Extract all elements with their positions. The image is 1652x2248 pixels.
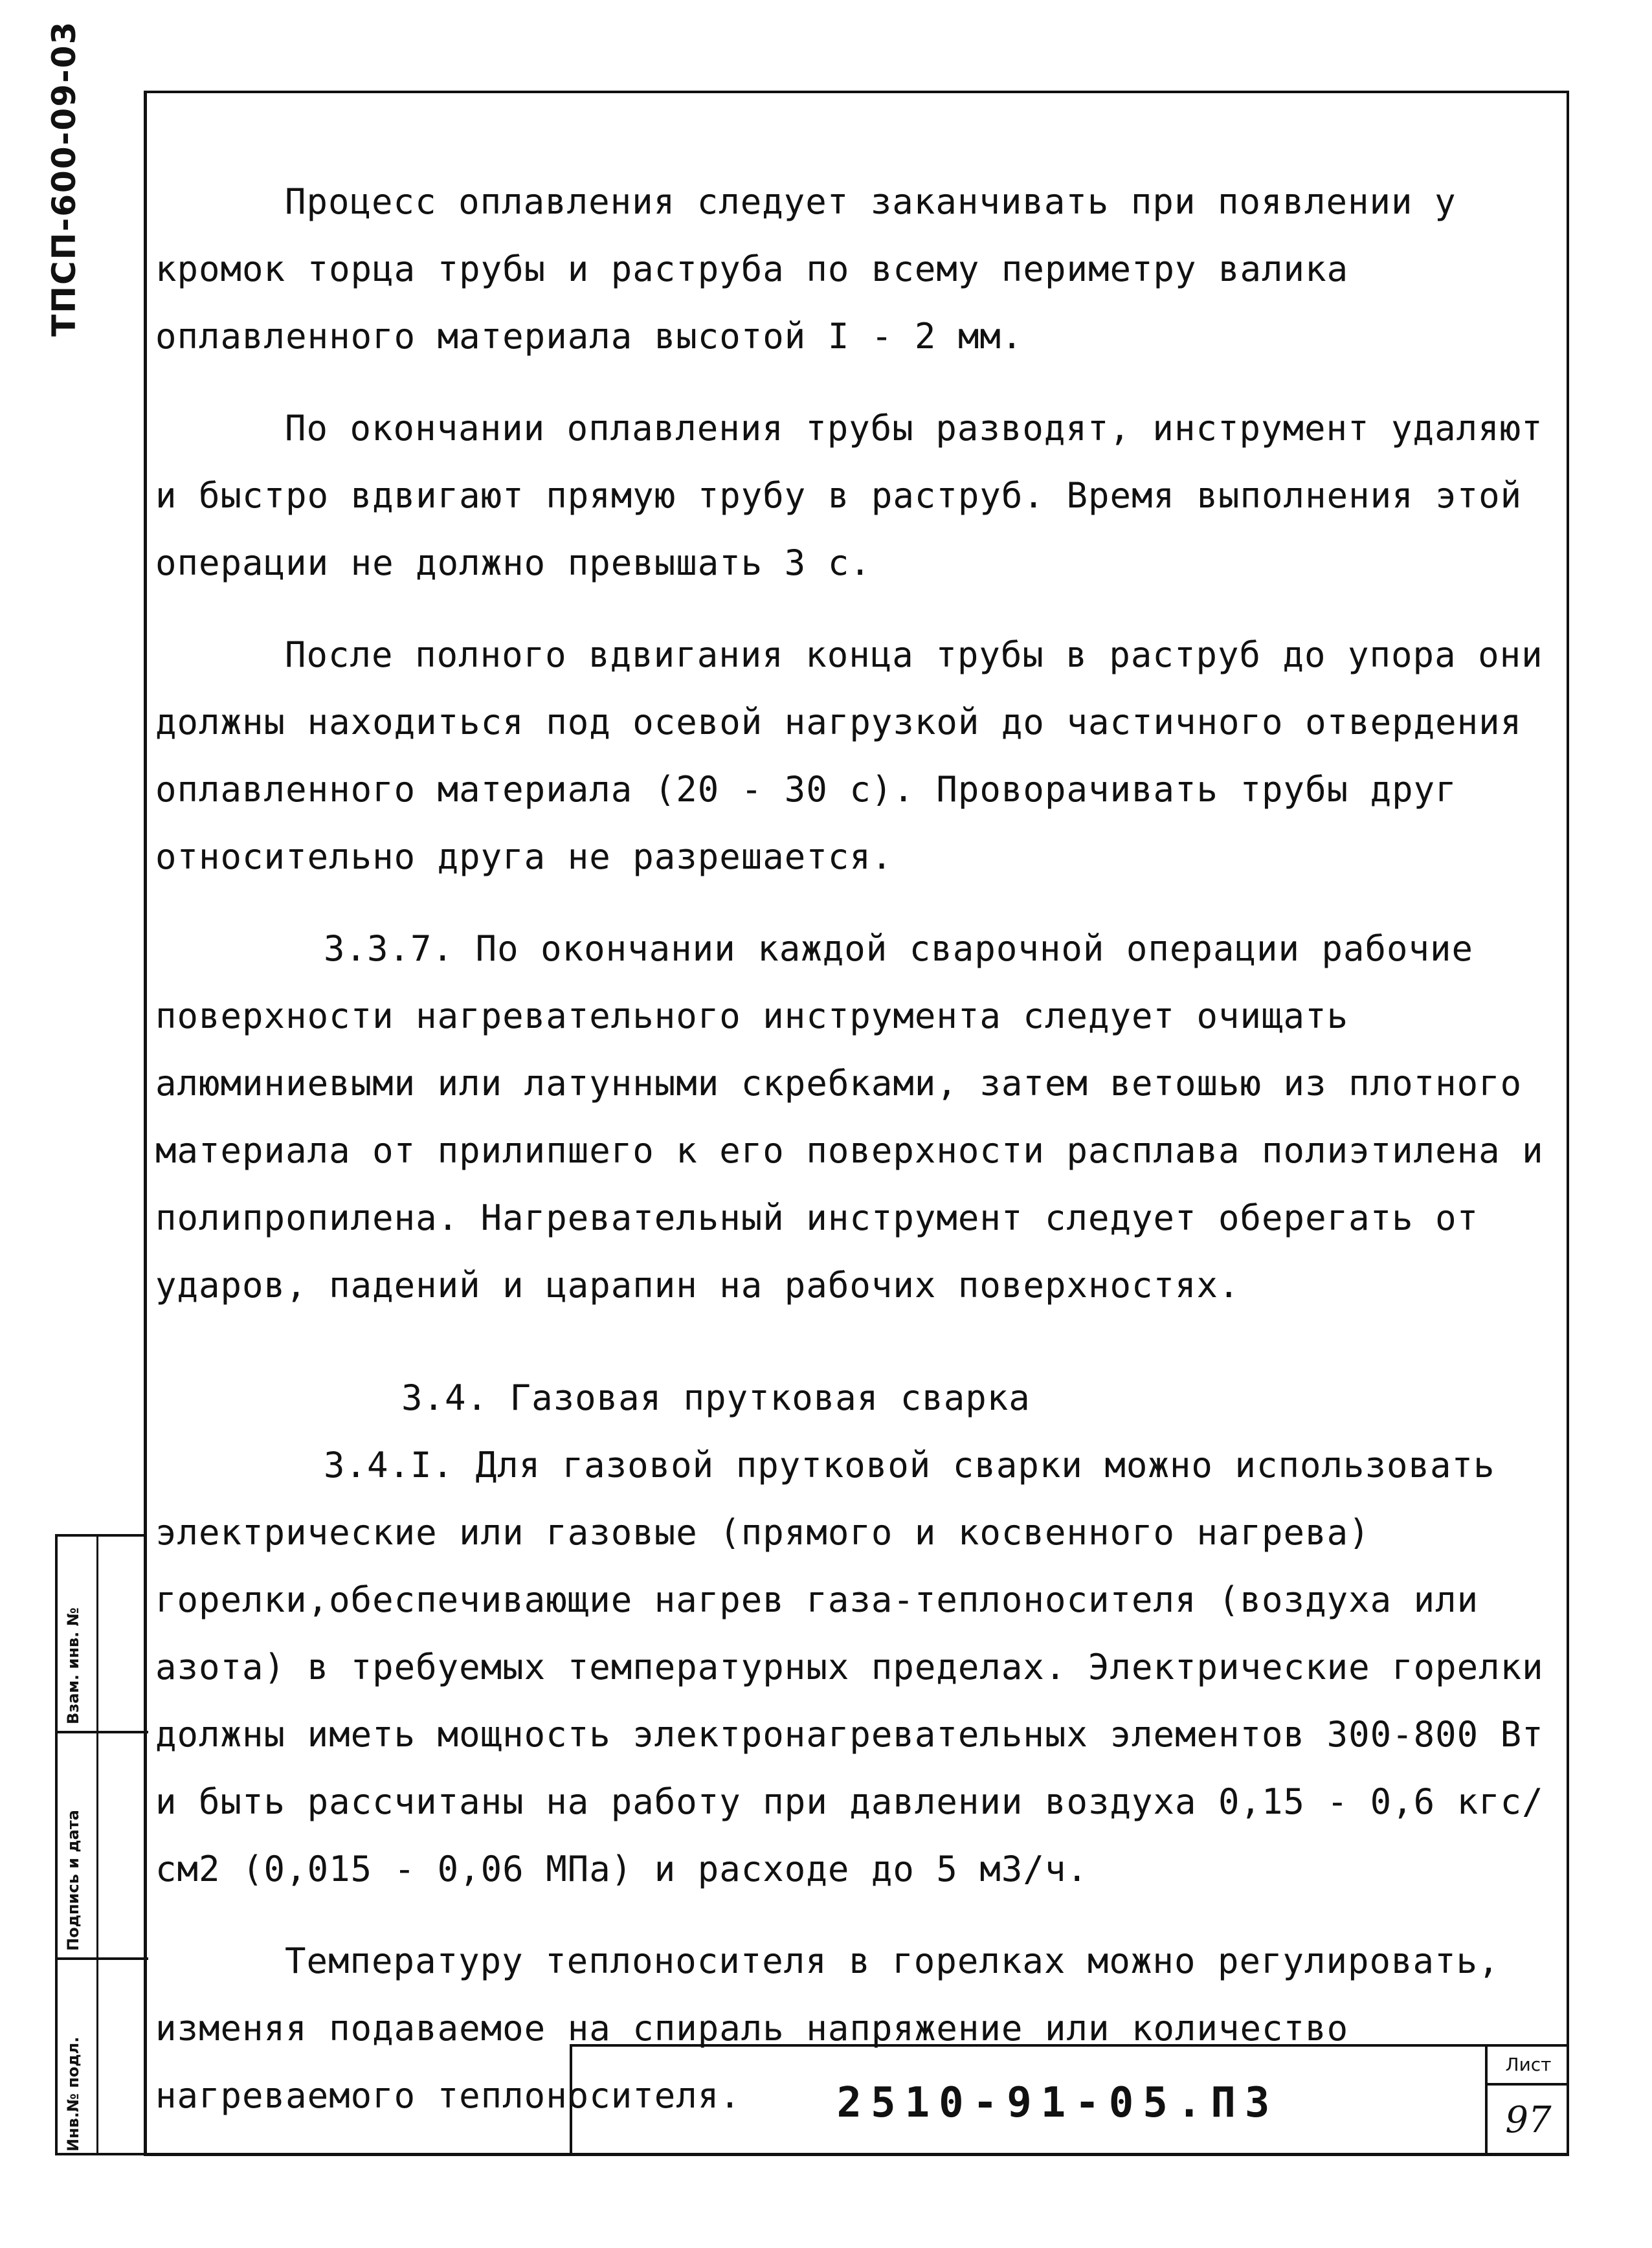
- paragraph: Температуру теплоносителя в горелках можно регулировать, изменяя подаваемое на спираль напряжение или количество нагреваемого теплоносителя.: [155, 1941, 1522, 2116]
- paragraph-3-4-1: 3.4.I. Для газовой прутковой сварки можно использовать электрические или газовые (прямого и косвенного нагрева) горелки,обеспечивающие нагрев газа-теплоносителя (воздуха или азота) в требуемых температурных пределах. Электрические горелки должны иметь мощность электронагревательных элементов 300-800 Вт и быть рассчитаны на работу при давлении воздуха 0,15 - 0,6 кгс/см2 (0,015 - 0,06 МПа) и расходе до 5 м3/ч.: [155, 1445, 1566, 1889]
- paragraph: После полного вдвигания конца трубы в раструб до упора они должны находиться под осевой нагрузкой до частичного отвердения оплавленного материала (20 - 30 с). Проворачивать трубы друг относительно друга не разрешается.: [155, 634, 1565, 877]
- sheet-box: [1485, 2047, 1569, 2155]
- sheet-number: 97: [1505, 2099, 1552, 2141]
- stamp-signature-date: Подпись и дата: [64, 1810, 82, 1951]
- stamp-inv-no: Инв.№ подл.: [64, 2036, 82, 2152]
- paragraph-3-3-7: 3.3.7. По окончании каждой сварочной операции рабочие поверхности нагревательного инструмента следует очищать алюминиевыми или латунными скребками, затем ветошью из плотного материала от прилипшего к его поверхности расплава полиэтилена и полипропилена. Нагревательный инструмент следует оберегать от ударов, падений и царапин на рабочих поверхностях.: [155, 928, 1566, 1306]
- margin-stamp-block: [55, 1534, 146, 2155]
- frame-right-line: [1567, 91, 1569, 2155]
- stamp-divider: [58, 1731, 148, 1733]
- title-block: [570, 2044, 1569, 2155]
- stamp-divider-vertical: [96, 1537, 98, 2153]
- sheet-label: Лист: [1488, 2047, 1569, 2086]
- document-number: 2510-91-05.ПЗ: [836, 2079, 1279, 2127]
- paragraph: По окончании оплавления трубы разводят, инструмент удаляют и быстро вдвигают прямую трубу в раструб. Время выполнения этой операции не должно превышать 3 с.: [155, 408, 1565, 583]
- paragraph: Процесс оплавления следует заканчивать при появлении у кромок торца трубы и раструба по всему периметру валика оплавленного материала высотой I - 2 мм.: [155, 181, 1479, 357]
- side-document-code: ТПСП-600-09-03: [45, 20, 83, 337]
- stamp-replace-inv: Взам. инв. №: [64, 1607, 82, 1724]
- frame-top-line: [144, 91, 1569, 93]
- section-heading: 3.4. Газовая прутковая сварка: [401, 1377, 1031, 1418]
- page-body: [155, 168, 1566, 2130]
